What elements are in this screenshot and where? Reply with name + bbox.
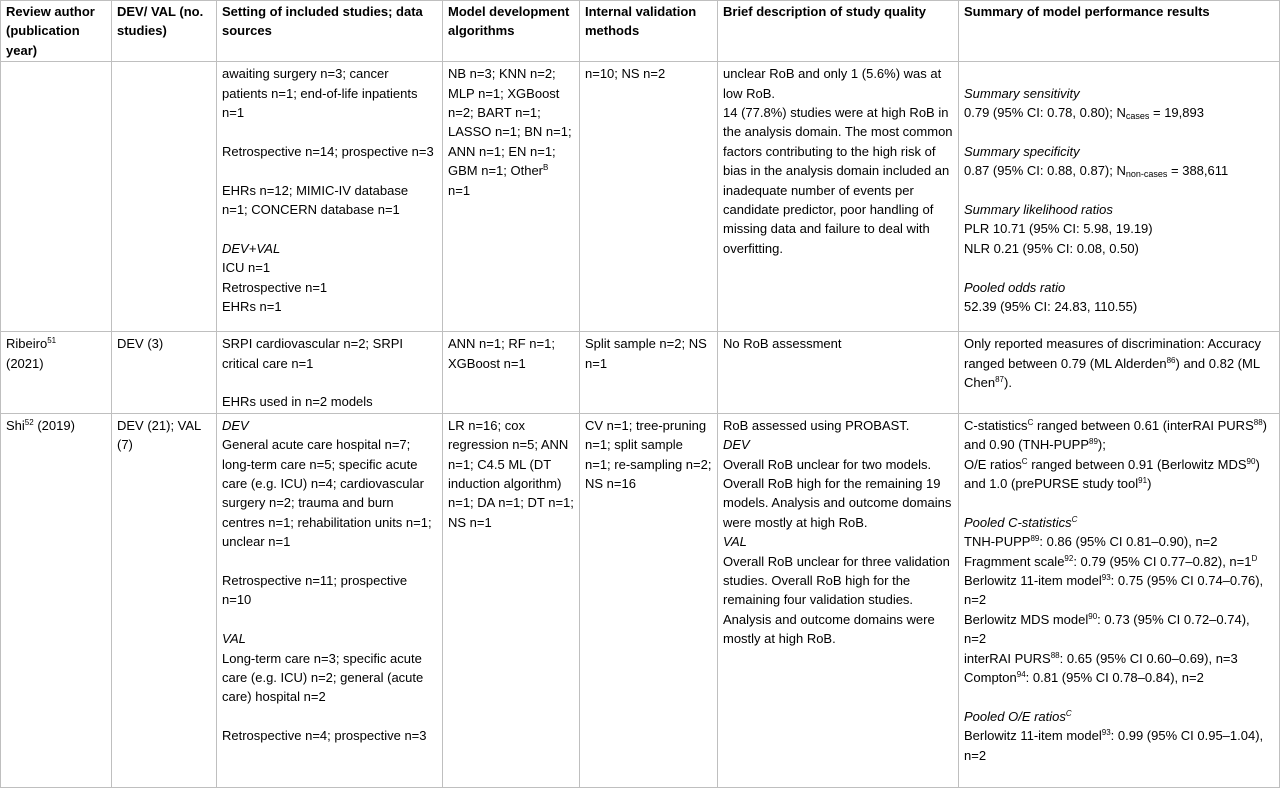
algorithms-text: NB n=3; KNN n=2; MLP n=1; XGBoost n=2; BART n=1; LASSO n=1; BN n=1; ANN n=1; EN n=1; GBM n=1; Other [448,66,572,179]
setting-text: awaiting surgery n=3; cancer patients n=1; end-of-life inpatients n=1 [222,66,418,121]
cell-author: Shi$^{52}$ (2019) [1,413,112,787]
reference-marker: 52 [24,417,34,427]
performance-text: Fragmment scale$^{92}$: 0.79 (95% CI 0.77–0.82), $n=1^D$ [964,553,1258,569]
setting-subheading: DEV+VAL [222,240,281,256]
quality-text: unclear RoB and only 1 (5.6%) was at low RoB. [723,66,942,101]
performance-text: Compton$^{94}$: 0.81 (95% CI 0.78–0.84), n=2 [964,670,1204,686]
setting-text: Retrospective n=4; prospective n=3 [222,728,427,744]
performance-text: Berlowitz 11-item model$^{93}$: 0.75 (95% CI 0.74–0.76), n=2 [964,573,1264,608]
setting-text: EHRs n=12; MIMIC-IV database n=1; CONCERN database n=1 [222,182,409,218]
setting-text: Long-term care n=3; specific acute care (e.g. ICU) n=2; general (acute care) hospital n=2 [222,650,424,705]
setting-subheading: DEV [222,417,249,433]
performance-subheading: Summary likelihood ratios [964,202,1113,218]
table-row [1,332,1280,414]
performance-text: 0.79 (95% CI: 0.78, 0.80); $N_{cases} = 19,893$ [964,105,1204,122]
cell-setting [217,62,443,332]
cell-quality [718,62,959,332]
performance-subheading: Pooled odds ratio [964,279,1066,295]
setting-text: General acute care hospital n=7; long-term care n=5; specific acute care (e.g. ICU) n=4; cardiovascular surgery n=2; trauma and burn centres n=1; rehabilitation units n=1; unclear n=1 [222,437,432,550]
cell-dev-val [112,62,217,332]
quality-text: 14 (77.8%) studies were at high RoB in the analysis domain. The most common factors contributing to the high risk of bias in the analysis domain included an inadequate number of events per candidate predictor, poor handling of missing data and failure to deal with overfitting. [723,105,953,256]
setting-text: SRPI cardiovascular n=2; SRPI critical care n=1 [222,336,403,371]
setting-text: Retrospective n=14; prospective n=3 [222,143,434,159]
header-algorithms: Model development algorithms [443,1,580,62]
header-quality: Brief description of study quality [718,1,959,62]
cell-algorithms: LR n=16; cox regression n=5; ANN n=1; C4.5 ML (DT induction algorithm) n=1; DA n=1; DT n=1; NS n=1 [443,413,580,787]
performance-subheading: Pooled O/E ratios$^C$ [964,708,1072,724]
cell-quality: No RoB assessment [718,332,959,414]
cell-author [1,62,112,332]
performance-text: Berlowitz MDS model$^{90}$: 0.73 (95% CI 0.72–0.74), n=2 [964,611,1250,647]
header-validation: Internal validation methods [580,1,718,62]
header-performance: Summary of model performance results [959,1,1280,62]
cell-algorithms: ANN n=1; RF n=1; XGBoost n=1 [443,332,580,414]
performance-text: C-statistics$^C$ ranged between 0.61 (interRAI PURS$^{88}$) and 0.90 (TNH-PUPP$^{89}$); [964,417,1267,453]
quality-subheading: DEV [723,437,750,453]
performance-text: O/E ratios$^C$ ranged between 0.91 (Berlowitz MDS$^{90}$) and 1.0 (prePURSE study tool$^{91}$) [964,456,1260,492]
quality-text: Overall RoB unclear for two models. Overall RoB high for the remaining 19 models. Analysis and outcome domains were mostly at high RoB. [723,456,952,530]
reference-marker: 51 [47,336,57,346]
setting-text: Retrospective n=1 [222,279,328,295]
quality-text: Overall RoB unclear for three validation studies. Overall RoB high for the remaining four validation studies. Analysis and outcome domains were mostly at high RoB. [723,553,950,647]
header-row [1,1,1280,62]
cell-author: Ribeiro$^{51}$ (2021) [1,332,112,414]
quality-text: RoB assessed using PROBAST. [723,417,910,433]
cell-dev-val: DEV (3) [112,332,217,414]
cell-dev-val: DEV (21); VAL (7) [112,413,217,787]
header-dev-val: DEV/ VAL (no. studies) [112,1,217,62]
cell-setting [217,332,443,414]
footnote-marker: B [543,163,549,173]
table-row [1,413,1280,787]
setting-text: ICU n=1 [222,260,271,276]
setting-text: EHRs used in n=2 models [222,394,373,410]
cell-performance [959,62,1280,332]
quality-subheading: VAL [723,534,747,550]
header-setting: Setting of included studies; data sources [217,1,443,62]
setting-subheading: VAL [222,631,246,647]
cell-performance [959,413,1280,787]
performance-text: interRAI PURS$^{88}$: 0.65 (95% CI 0.60–0.69), n=3 [964,650,1238,666]
cell-quality [718,413,959,787]
algorithms-text: n=1 [448,182,471,198]
cell-validation: Split sample n=2; NS n=1 [580,332,718,414]
cell-validation: n=10; NS n=2 [580,62,718,332]
table-row [1,62,1280,332]
performance-subheading: Summary sensitivity [964,85,1080,101]
performance-subheading: Pooled C-statistics$^C$ [964,514,1078,530]
performance-subheading: Summary specificity [964,143,1080,159]
performance-text: PLR 10.71 (95% CI: 5.98, 19.19) [964,221,1153,237]
performance-text: Berlowitz 11-item model$^{93}$: 0.99 (95% CI 0.95–1.04), n=2 [964,728,1264,763]
header-review-author: Review author (publication year) [1,1,112,62]
performance-text: 52.39 (95% CI: 24.83, 110.55) [964,299,1138,315]
performance-text: NLR 0.21 (95% CI: 0.08, 0.50) [964,240,1139,256]
performance-text: TNH-PUPP$^{89}$: 0.86 (95% CI 0.81–0.90), n=2 [964,534,1218,550]
cell-performance: Only reported measures of discrimination: Accuracy ranged between 0.79 (ML Alderden$^{86}$) and 0.82 (ML Chen$^{87}$). [959,332,1280,414]
setting-text: EHRs n=1 [222,299,282,315]
setting-text: Retrospective n=11; prospective n=10 [222,573,408,608]
cell-algorithms [443,62,580,332]
performance-text: 0.87 (95% CI: 0.88, 0.87); $N_{non-cases} = 388,611$ [964,163,1229,180]
cell-validation: CV n=1; tree-pruning n=1; split sample n=1; re-sampling n=2; NS n=16 [580,413,718,787]
cell-setting [217,413,443,787]
